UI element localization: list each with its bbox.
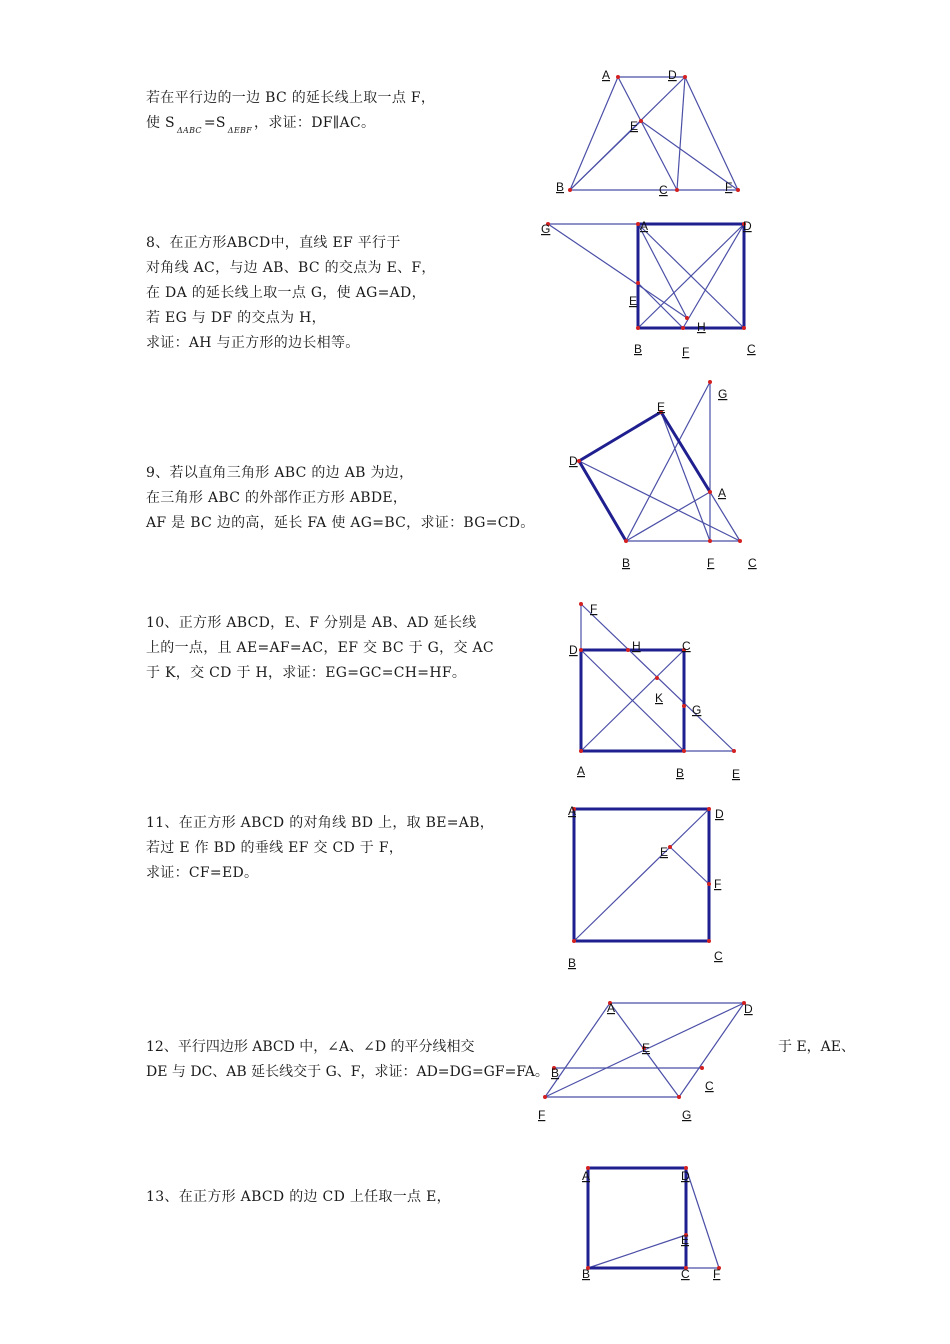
problem-8-line-2: 对角线 AC，与边 AB、BC 的交点为 E、F， (146, 260, 436, 276)
label-c: C (682, 639, 691, 653)
problem-13-line-1: 13、在正方形 ABCD 的边 CD 上任取一点 E， (146, 1189, 451, 1205)
figure-problem-12 (530, 995, 770, 1125)
problem-9-line-1: 9、若以直角三角形 ABC 的边 AB 为边， (146, 465, 414, 481)
problem-8-text (146, 231, 436, 356)
label-h: H (632, 639, 641, 653)
problem-8-line-4: 若 EG 与 DF 的交点为 H， (146, 310, 326, 326)
label-g: G (541, 222, 551, 236)
problem-8-line-3: 在 DA 的延长线上取一点 G，使 AG=AD， (146, 285, 426, 301)
problem-9-text (146, 461, 535, 536)
figure-problem-8 (530, 210, 770, 365)
problem-12-line-2: DE 与 DC、AB 延长线交于 G、F，求证：AD=DG=GF=FA。 (146, 1064, 549, 1080)
label-a: A (718, 486, 727, 500)
problem-10-line-2: 上的一点，且 AE=AF=AC，EF 交 BC 于 G，交 AC (146, 640, 494, 656)
figure-problem-11 (560, 795, 740, 975)
label-e: E (657, 400, 666, 414)
label-b: B (622, 556, 631, 570)
label-e: E (629, 294, 638, 308)
label-c: C (748, 556, 757, 570)
label-g: G (718, 387, 728, 401)
label-c: C (714, 949, 723, 963)
label-f: F (725, 180, 733, 194)
label-d: D (744, 1002, 753, 1016)
problem-13-text (146, 1185, 451, 1210)
label-e: E (732, 767, 741, 781)
label-g: G (682, 1108, 692, 1122)
label-a: A (607, 1001, 616, 1015)
problem-10-line-1: 10、正方形 ABCD，E、F 分别是 AB、AD 延长线 (146, 615, 477, 631)
label-a: A (582, 1169, 591, 1183)
problem-11-line-1: 11、在正方形 ABCD 的对角线 BD 上，取 BE=AB， (146, 815, 495, 831)
label-f: F (714, 877, 722, 891)
problem-7-text (146, 86, 435, 136)
label-e: E (642, 1041, 651, 1055)
label-b: B (568, 956, 577, 970)
problem-10-text (146, 611, 494, 686)
label-d: D (569, 643, 578, 657)
problem-7-line-2: 使 S $_{\Delta ABC}$ =S $_{\Delta EBF}$ ，求证：DF∥AC。 (146, 115, 376, 135)
label-c: C (681, 1267, 690, 1281)
label-e: E (630, 119, 639, 133)
label-f: F (682, 345, 690, 359)
label-e: E (660, 845, 669, 859)
label-d: D (743, 219, 752, 233)
label-e: E (681, 1233, 690, 1247)
label-d: D (569, 454, 578, 468)
label-b: B (556, 180, 565, 194)
label-h: H (697, 320, 706, 334)
problem-8-line-5: 求证：AH 与正方形的边长相等。 (146, 335, 360, 351)
label-a: A (577, 764, 586, 778)
problem-12-line-1-right: 于 E，AE、 (778, 1039, 855, 1055)
label-f: F (707, 556, 715, 570)
problem-11-line-3: 求证：CF=ED。 (146, 865, 259, 881)
label-d: D (715, 807, 724, 821)
problem-11-line-2: 若过 E 作 BD 的垂线 EF 交 CD 于 F， (146, 840, 404, 856)
label-c: C (747, 342, 756, 356)
figure-problem-9 (560, 375, 770, 575)
label-f: F (590, 602, 598, 616)
problem-11-text (146, 811, 494, 886)
label-f: F (713, 1267, 721, 1281)
label-c: C (705, 1079, 714, 1093)
label-d: D (668, 68, 677, 82)
figure-problem-7 (540, 60, 770, 210)
label-d: D (681, 1169, 690, 1183)
label-a: A (602, 68, 611, 82)
label-k: K (655, 691, 664, 705)
problem-9-line-2: 在三角形 ABC 的外部作正方形 ABDE， (146, 490, 408, 506)
problem-7-line-1: 若在平行边的一边 BC 的延长线上取一点 F， (146, 90, 436, 106)
label-a: A (568, 804, 577, 818)
problem-9-line-3: AF 是 BC 边的高，延长 FA 使 AG=BC，求证：BG=CD。 (146, 515, 535, 531)
problem-8-line-1: 8、在正方形ABCD中，直线 EF 平行于 (146, 235, 401, 251)
label-b: B (634, 342, 643, 356)
figure-problem-10 (565, 595, 770, 785)
label-b: B (551, 1066, 560, 1080)
figure-problem-13 (570, 1160, 740, 1285)
label-b: B (676, 766, 685, 780)
problem-10-line-3: 于 K，交 CD 于 H，求证：EG=GC=CH=HF。 (146, 665, 467, 681)
label-c: C (659, 183, 668, 197)
problem-12-line-1: 12、平行四边形 ABCD 中，∠A、∠D 的平分线相交 (146, 1039, 475, 1055)
label-a: A (640, 219, 649, 233)
label-g: G (692, 703, 702, 717)
label-b: B (582, 1267, 591, 1281)
label-f: F (538, 1108, 546, 1122)
